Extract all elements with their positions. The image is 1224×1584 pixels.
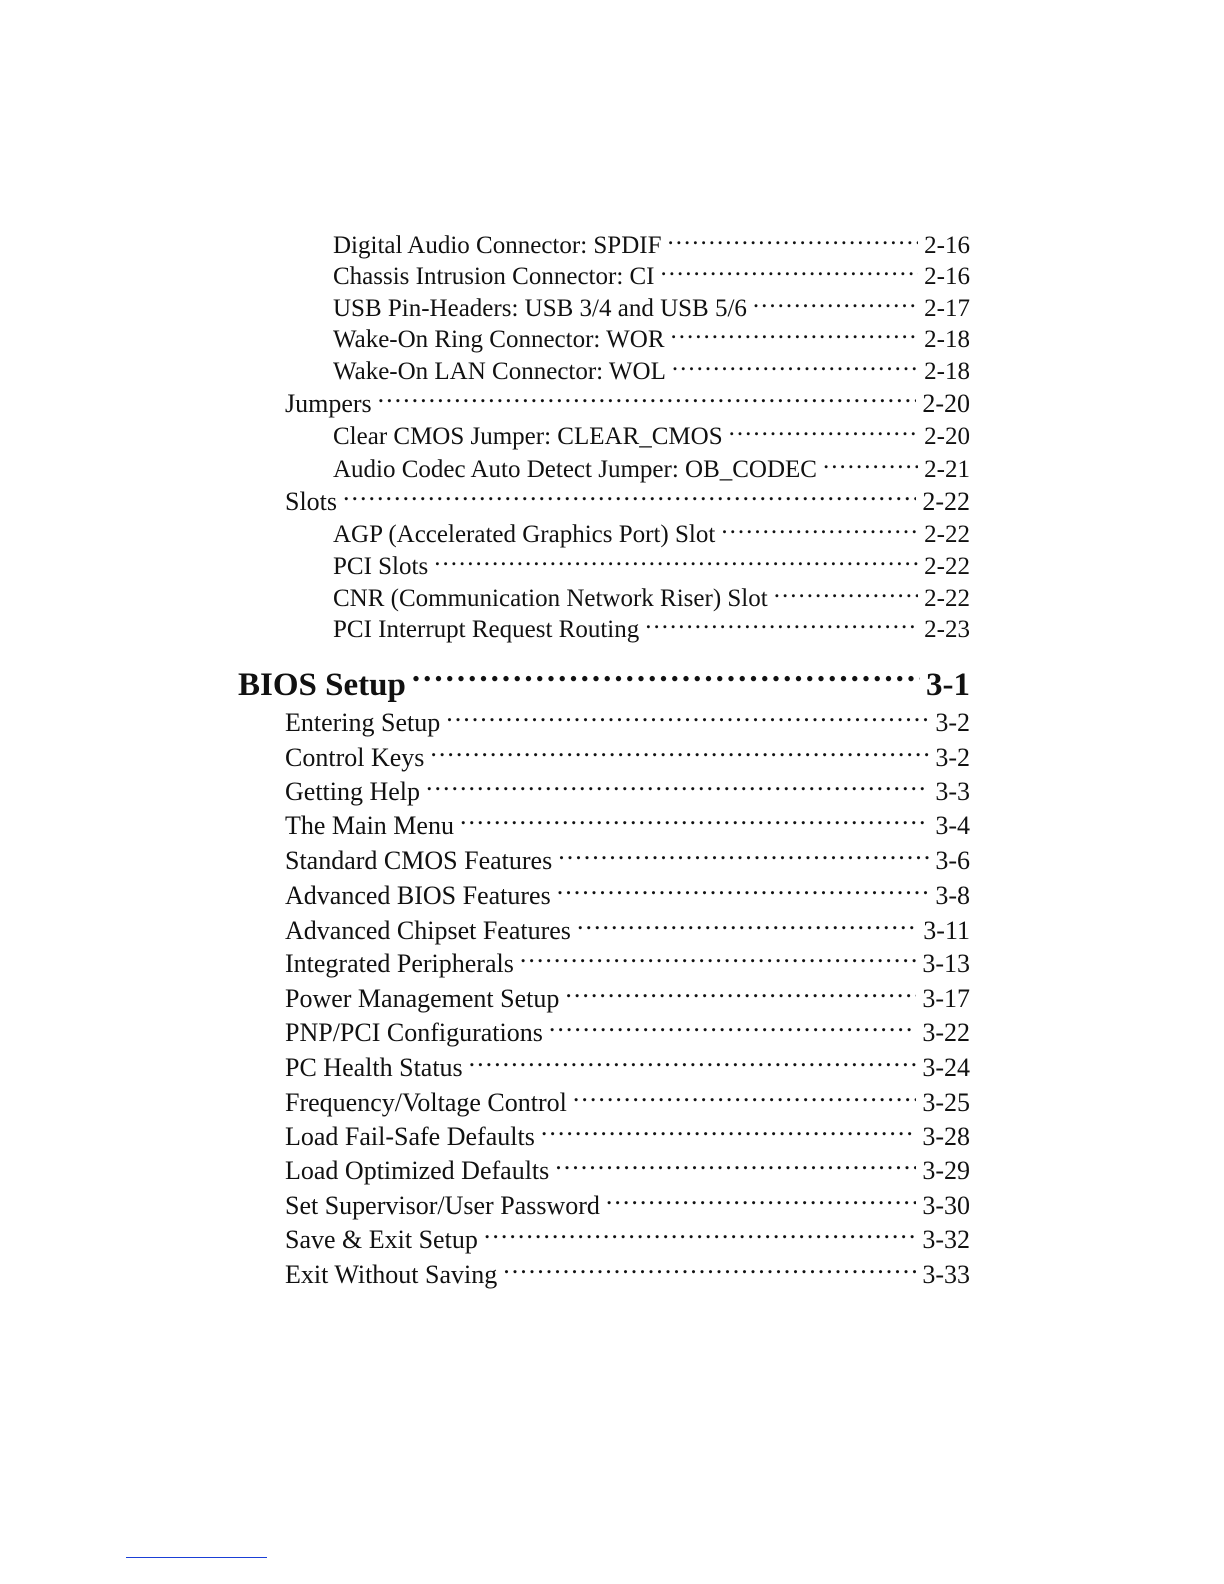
toc-entry[interactable] xyxy=(333,452,970,484)
toc-entry-page: 3-17 xyxy=(922,984,970,1013)
toc-entry-page: 2-23 xyxy=(924,616,970,643)
toc-entry-page: 3-24 xyxy=(922,1053,970,1082)
dot-leader xyxy=(378,386,917,412)
toc-entry-page: 2-22 xyxy=(924,585,970,612)
toc-entry[interactable] xyxy=(333,581,970,613)
toc-section-entry[interactable] xyxy=(285,1085,970,1118)
toc-entry-label: CNR (Communication Network Riser) Slot xyxy=(333,585,768,612)
toc-entry-label: Load Optimized Defaults xyxy=(285,1156,550,1185)
dot-leader xyxy=(426,774,929,800)
dot-leader xyxy=(667,228,918,253)
toc-entry-page: 3-4 xyxy=(935,811,970,840)
toc-entry-label: Power Management Setup xyxy=(285,984,560,1013)
toc-entry-page: 3-25 xyxy=(922,1088,970,1117)
toc-entry-label: PC Health Status xyxy=(285,1053,463,1082)
dot-leader xyxy=(721,517,918,542)
toc-entry-label: Frequency/Voltage Control xyxy=(285,1088,567,1117)
toc-entry[interactable] xyxy=(333,322,970,354)
toc-section-entry[interactable] xyxy=(285,705,970,738)
toc-entry-page: 2-16 xyxy=(924,263,970,290)
toc-entry[interactable] xyxy=(333,612,970,644)
toc-entry-label: Standard CMOS Features xyxy=(285,846,553,875)
toc-entry-page: 2-22 xyxy=(922,487,970,516)
dot-leader xyxy=(503,1257,916,1283)
toc-entry-label: Set Supervisor/User Password xyxy=(285,1191,600,1220)
dot-leader xyxy=(573,1085,916,1111)
toc-entry-label: AGP (Accelerated Graphics Port) Slot xyxy=(333,521,716,548)
toc-entry-label: Audio Codec Auto Detect Jumper: OB_CODEC xyxy=(333,456,817,483)
toc-entry-page: 2-20 xyxy=(922,389,970,418)
footer-rule xyxy=(126,1557,267,1558)
toc-section-entry[interactable] xyxy=(285,740,970,773)
toc-section-entry[interactable] xyxy=(285,878,970,911)
toc-entry-page: 2-17 xyxy=(924,295,970,322)
toc-entry[interactable] xyxy=(333,517,970,549)
dot-leader xyxy=(823,452,918,477)
toc-section-entry[interactable] xyxy=(285,843,970,876)
toc-entry-page: 3-13 xyxy=(922,949,970,978)
toc-entry-page: 3-11 xyxy=(923,916,970,945)
toc-entry-page: 3-29 xyxy=(922,1156,970,1185)
toc-entry-page: 3-32 xyxy=(922,1225,970,1254)
dot-leader xyxy=(460,808,929,834)
toc-entry-label: Entering Setup xyxy=(285,708,441,737)
dot-leader xyxy=(520,946,916,972)
dot-leader xyxy=(557,878,930,904)
toc-entry-page: 3-6 xyxy=(935,846,970,875)
toc-entry-page: 3-33 xyxy=(922,1260,970,1289)
dot-leader xyxy=(577,913,917,939)
toc-entry-page: 2-16 xyxy=(924,232,970,259)
toc-entry-label: Chassis Intrusion Connector: CI xyxy=(333,263,655,290)
dot-leader xyxy=(430,740,929,766)
toc-entry-page: 3-8 xyxy=(935,881,970,910)
toc-entry-label: Save & Exit Setup xyxy=(285,1225,478,1254)
dot-leader xyxy=(729,419,919,444)
toc-entry-page: 2-20 xyxy=(924,423,970,450)
toc-section-entry[interactable] xyxy=(285,946,970,979)
toc-entry-page: 3-3 xyxy=(935,777,970,806)
toc-entry-page: 2-22 xyxy=(924,521,970,548)
toc-entry-page: 3-30 xyxy=(922,1191,970,1220)
dot-leader xyxy=(606,1188,916,1214)
toc-section-entry[interactable] xyxy=(285,1188,970,1221)
dot-leader xyxy=(774,581,918,606)
toc-entry[interactable] xyxy=(333,228,970,260)
toc-entry-page: 2-18 xyxy=(924,358,970,385)
toc-section-entry[interactable] xyxy=(285,1222,970,1255)
toc-entry[interactable] xyxy=(333,291,970,323)
dot-leader xyxy=(343,484,916,510)
toc-entry-label: Clear CMOS Jumper: CLEAR_CMOS xyxy=(333,423,723,450)
toc-section-entry[interactable] xyxy=(285,1119,970,1152)
toc-entry-label: PCI Interrupt Request Routing xyxy=(333,616,640,643)
toc-entry-label: Load Fail-Safe Defaults xyxy=(285,1122,535,1151)
dot-leader xyxy=(434,549,918,574)
toc-entry-label: Advanced BIOS Features xyxy=(285,881,551,910)
toc-entry[interactable] xyxy=(333,549,970,581)
toc-chapter-entry[interactable] xyxy=(238,662,970,704)
dot-leader xyxy=(541,1119,917,1145)
toc-entry-label: Control Keys xyxy=(285,743,425,772)
dot-leader xyxy=(469,1050,917,1076)
toc-entry-page: 3-2 xyxy=(935,743,970,772)
dot-leader xyxy=(645,612,918,637)
toc-section-entry[interactable] xyxy=(285,484,970,517)
toc-section-entry[interactable] xyxy=(285,913,970,946)
toc-entry-page: 3-22 xyxy=(922,1018,970,1047)
dot-leader xyxy=(484,1222,917,1248)
toc-section-entry[interactable] xyxy=(285,1050,970,1083)
dot-leader xyxy=(565,981,916,1007)
dot-leader xyxy=(672,354,918,379)
toc-entry-label: Wake-On LAN Connector: WOL xyxy=(333,358,666,385)
toc-entry-label: Slots xyxy=(285,487,338,516)
dot-leader xyxy=(671,322,919,347)
toc-entry-page: 3-1 xyxy=(926,667,970,703)
toc-entry[interactable] xyxy=(333,419,970,451)
toc-entry-label: The Main Menu xyxy=(285,811,454,840)
toc-section-entry[interactable] xyxy=(285,1153,970,1186)
toc-entry-label: USB Pin-Headers: USB 3/4 and USB 5/6 xyxy=(333,295,747,322)
toc-chapter-title: BIOS Setup xyxy=(238,667,406,703)
dot-leader xyxy=(555,1153,916,1179)
toc-entry-label: Integrated Peripherals xyxy=(285,949,514,978)
toc-entry-page: 2-22 xyxy=(924,553,970,580)
dot-leader xyxy=(446,705,929,731)
toc-entry[interactable] xyxy=(333,354,970,386)
toc-section-entry[interactable] xyxy=(285,386,970,419)
toc-section-entry[interactable] xyxy=(285,981,970,1014)
dot-leader xyxy=(412,662,920,695)
toc-entry-label: Getting Help xyxy=(285,777,421,806)
toc-entry-label: Advanced Chipset Features xyxy=(285,916,571,945)
dot-leader xyxy=(558,843,929,869)
toc-entry-label: Jumpers xyxy=(285,389,372,418)
dot-leader xyxy=(753,291,918,316)
toc-entry-page: 3-2 xyxy=(935,708,970,737)
toc-entry-page: 3-28 xyxy=(922,1122,970,1151)
toc-entry-page: 2-18 xyxy=(924,326,970,353)
toc-entry-label: PCI Slots xyxy=(333,553,429,580)
toc-entry-label: Wake-On Ring Connector: WOR xyxy=(333,326,665,353)
toc-section-entry[interactable] xyxy=(285,774,970,807)
toc-section-entry[interactable] xyxy=(285,1257,970,1290)
dot-leader xyxy=(661,259,919,284)
toc-entry[interactable] xyxy=(333,259,970,291)
toc-section-entry[interactable] xyxy=(285,808,970,841)
toc-entry-label: PNP/PCI Configurations xyxy=(285,1018,543,1047)
dot-leader xyxy=(549,1015,916,1041)
toc-entry-label: Exit Without Saving xyxy=(285,1260,498,1289)
toc-entry-page: 2-21 xyxy=(924,456,970,483)
toc-section-entry[interactable] xyxy=(285,1015,970,1048)
toc-entry-label: Digital Audio Connector: SPDIF xyxy=(333,232,662,259)
